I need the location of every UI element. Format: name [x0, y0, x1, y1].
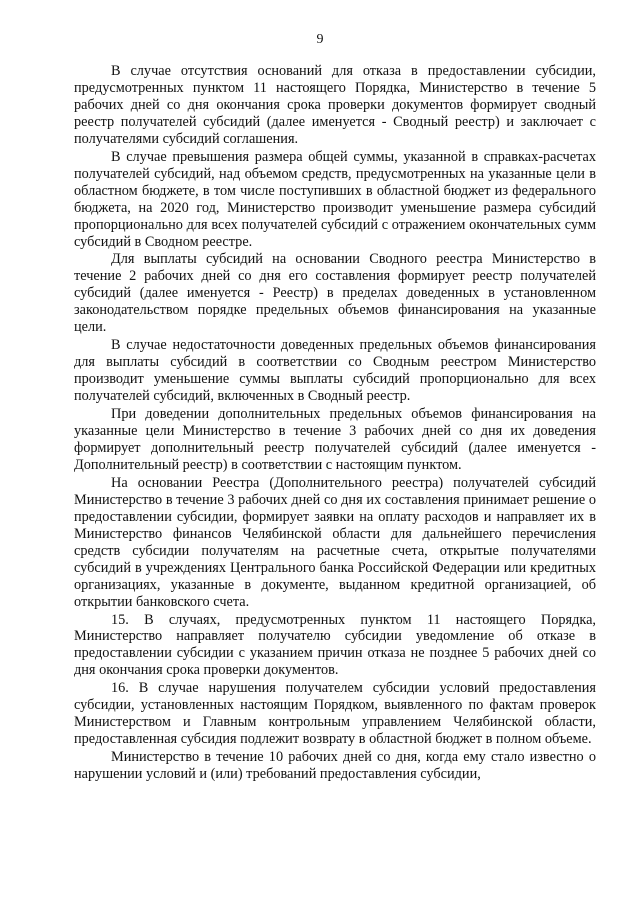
- paragraph: В случае превышения размера общей суммы, указанной в справках-расчетах получателей субсидий, над объемом средств, предусмотренных на указанные цели в областном бюджете, в том числе поступивших в областной бюджет из федерального бюджета, на 2020 год, Министерство производит уменьшение размера субсидий пропорционально для всех получателей субсидий с отражением окончательных сумм субсидий в Сводном реестре.: [74, 148, 596, 250]
- paragraph: Министерство в течение 10 рабочих дней со дня, когда ему стало известно о нарушении условий и (или) требований предоставления субсидии,: [74, 749, 596, 783]
- paragraph: Для выплаты субсидий на основании Сводного реестра Министерство в течение 2 рабочих дней со дня его составления формирует реестр получателей субсидий (далее именуется - Реестр) в пределах доведенных в установленном законодательством порядке предельных объемов финансирования на указанные цели.: [74, 251, 596, 336]
- paragraph: В случае отсутствия оснований для отказа в предоставлении субсидии, предусмотренных пунктом 11 настоящего Порядка, Министерство в течение 5 рабочих дней со дня окончания срока проверки документов формирует сводный реестр получателей субсидий (далее именуется - Сводный реестр) и заключает с получателями субсидий соглашения.: [74, 63, 596, 147]
- page-number: 9: [316, 32, 324, 47]
- document-body: [74, 63, 596, 784]
- paragraph: 15. В случаях, предусмотренных пунктом 11 настоящего Порядка, Министерство направляет получателю субсидии уведомление об отказе в предоставлении субсидии с указанием причин отказа не позднее 5 рабочих дней со дня окончания срока проверки документов.: [74, 611, 596, 679]
- paragraph: В случае недостаточности доведенных предельных объемов финансирования для выплаты субсидий в соответствии со Сводным реестром Министерство производит уменьшение суммы выплаты субсидий пропорционально для всех получателей субсидий, включенных в Сводный реестр.: [74, 337, 596, 405]
- paragraph: При доведении дополнительных предельных объемов финансирования на указанные цели Министерство в течение 3 рабочих дней со дня их доведения формирует дополнительный реестр получателей субсидий (далее именуется - Дополнительный реестр) в соответствии с настоящим пунктом.: [74, 406, 596, 473]
- paragraph: 16. В случае нарушения получателем субсидии условий предоставления субсидии, установленных настоящим Порядком, выявленного по фактам проверок Министерством и Главным контрольным управлением Челябинской области, предоставленная субсидия подлежит возврату в областной бюджет в полном объеме.: [74, 680, 596, 748]
- paragraph: На основании Реестра (Дополнительного реестра) получателей субсидий Министерство в течение 3 рабочих дней со дня их составления принимает решение о предоставлении субсидии, формирует заявки на оплату расходов и направляет их в Министерство финансов Челябинской области для дальнейшего перечисления средств субсидии получателям на расчетные счета, открытые получателями субсидий в учреждениях Центрального банка Российской Федерации или кредитных организациях, указанные в документе, выданном кредитной организацией, об открытии банковского счета.: [74, 474, 596, 610]
